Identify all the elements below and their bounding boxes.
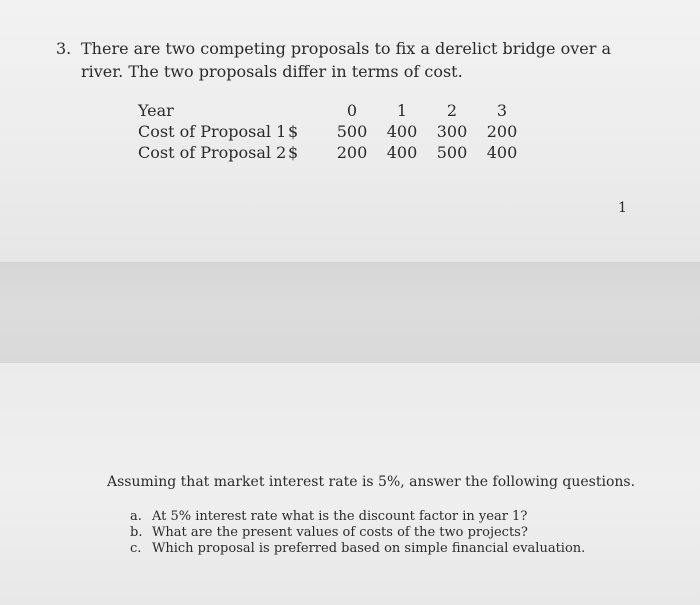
question-number: 3. bbox=[56, 39, 72, 58]
table-cell: 500 bbox=[436, 143, 468, 162]
table-cell: 200 bbox=[486, 122, 518, 141]
sub-question-text: What are the present values of costs of the two projects? bbox=[152, 525, 528, 540]
question-block bbox=[56, 37, 656, 83]
row-label: Cost of Proposal 1 bbox=[138, 122, 287, 141]
sub-question-letter: b. bbox=[130, 525, 143, 540]
page-gap-band bbox=[0, 262, 700, 363]
question-text: There are two competing proposals to fix a derelict bridge over a river. The two proposals differ in terms of cost. bbox=[81, 39, 612, 81]
sub-question-letter: a. bbox=[130, 509, 142, 524]
table-cell: 0 bbox=[346, 101, 358, 120]
table-cell: 500 bbox=[336, 122, 368, 141]
table-cell: 300 bbox=[436, 122, 468, 141]
table-cell: 1 bbox=[396, 101, 408, 120]
sub-question-text: At 5% interest rate what is the discount factor in year 1? bbox=[152, 509, 528, 524]
table-cell: 3 bbox=[496, 101, 508, 120]
currency-symbol: $ bbox=[288, 143, 299, 162]
assumption-text: Assuming that market interest rate is 5%, answer the following questions. bbox=[107, 474, 636, 490]
table-cell: 200 bbox=[336, 143, 368, 162]
table-cell: 400 bbox=[386, 143, 418, 162]
page-number: 1 bbox=[618, 200, 627, 216]
sub-question-text: Which proposal is preferred based on simple financial evaluation. bbox=[152, 541, 586, 556]
table-cell: 400 bbox=[386, 122, 418, 141]
table-cell: 2 bbox=[446, 101, 458, 120]
currency-symbol: $ bbox=[288, 122, 299, 141]
row-label: Cost of Proposal 2 bbox=[138, 143, 287, 162]
row-label: Year bbox=[138, 101, 174, 120]
table-cell: 400 bbox=[486, 143, 518, 162]
sub-question-letter: c. bbox=[130, 541, 142, 556]
